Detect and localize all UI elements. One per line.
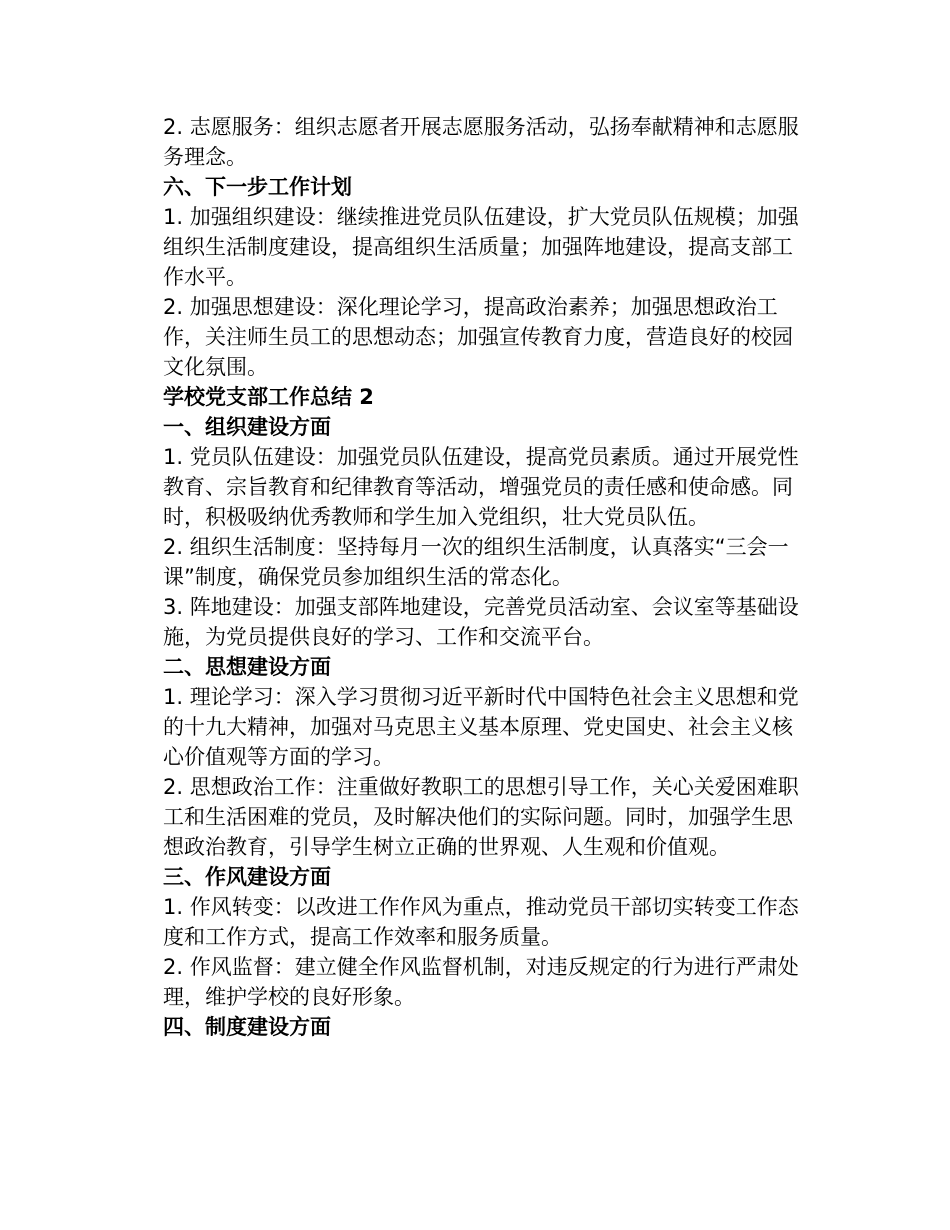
heading-system-building: 四、制度建设方面 [163, 1015, 331, 1039]
document-page [163, 112, 803, 1042]
paragraph-style-change: 1. 作风转变：以改进工作作风为重点，推动党员干部切实转变工作态度和工作方式，提高工作效率和服务质量。 [163, 895, 799, 949]
paragraph-political-work: 2. 思想政治工作：注重做好教职工的思想引导工作，关心关爱困难职工和生活困难的党员，及时解决他们的实际问题。同时，加强学生思想政治教育，引导学生树立正确的世界观、人生观和价值观。 [163, 775, 799, 859]
paragraph-organization-life: 2. 组织生活制度：坚持每月一次的组织生活制度，认真落实“三会一课”制度，确保党员参加组织生活的常态化。 [163, 535, 789, 589]
paragraph-strengthen-ideology: 2. 加强思想建设：深化理论学习，提高政治素养；加强思想政治工作，关注师生员工的思想动态；加强宣传教育力度，营造良好的校园文化氛围。 [163, 295, 793, 379]
paragraph-theory-study: 1. 理论学习：深入学习贯彻习近平新时代中国特色社会主义思想和党的十九大精神，加强对马克思主义基本原理、党史国史、社会主义核心价值观等方面的学习。 [163, 685, 799, 769]
paragraph-member-team: 1. 党员队伍建设：加强党员队伍建设，提高党员素质。通过开展党性教育、宗旨教育和纪律教育等活动，增强党员的责任感和使命感。同时，积极吸纳优秀教师和学生加入党组织，壮大党员队伍。 [163, 445, 799, 529]
paragraph-position-building: 3. 阵地建设：加强支部阵地建设，完善党员活动室、会议室等基础设施，为党员提供良好的学习、工作和交流平台。 [163, 595, 799, 649]
paragraph-volunteer-service: 2. 志愿服务：组织志愿者开展志愿服务活动，弘扬奉献精神和志愿服务理念。 [163, 115, 799, 169]
heading-summary-2: 学校党支部工作总结 2 [163, 385, 374, 409]
paragraph-strengthen-organization: 1. 加强组织建设：继续推进党员队伍建设，扩大党员队伍规模；加强组织生活制度建设，提高组织生活质量；加强阵地建设，提高支部工作水平。 [163, 205, 799, 289]
paragraph-style-supervision: 2. 作风监督：建立健全作风监督机制，对违反规定的行为进行严肃处理，维护学校的良好形象。 [163, 955, 799, 1009]
heading-ideology-building: 二、思想建设方面 [163, 655, 331, 679]
heading-organization-building: 一、组织建设方面 [163, 415, 331, 439]
heading-style-building: 三、作风建设方面 [163, 865, 331, 889]
heading-next-work-plan: 六、下一步工作计划 [163, 175, 352, 199]
